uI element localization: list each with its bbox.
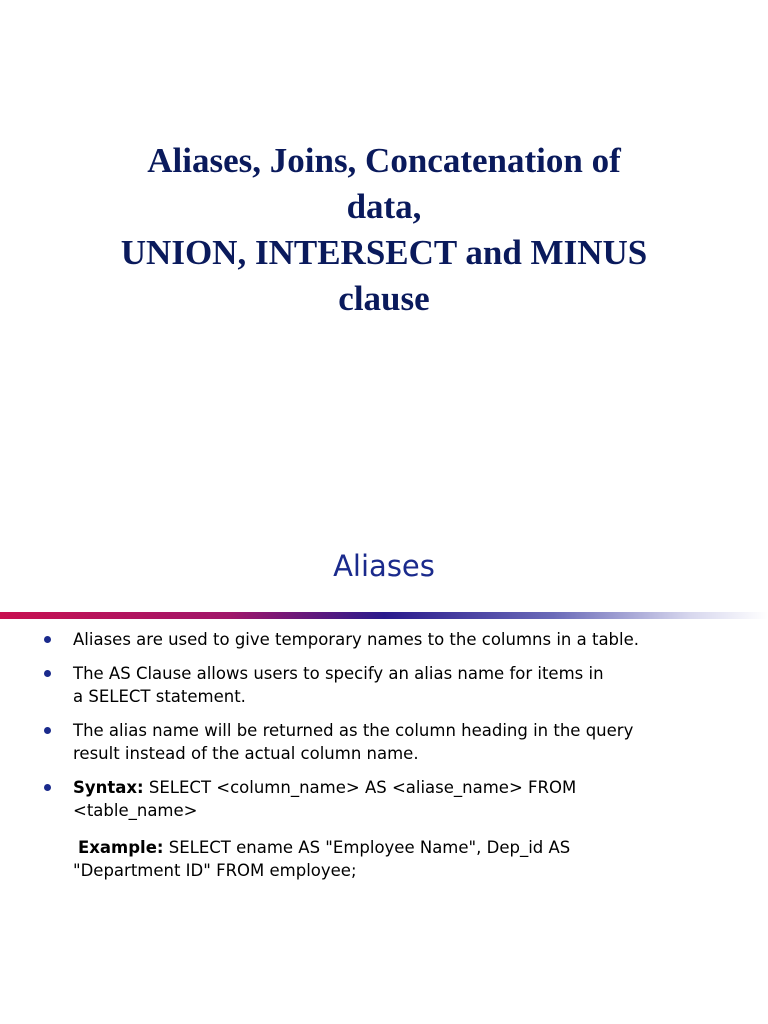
section-heading: Aliases	[333, 549, 435, 583]
bullet-item-syntax	[40, 776, 740, 822]
syntax-text-continuation: <table_name>	[73, 801, 198, 820]
syntax-label: Syntax:	[73, 778, 144, 797]
title-line-4: clause	[338, 279, 430, 318]
bullet-text-continuation: result instead of the actual column name.	[73, 744, 419, 763]
example-label: Example:	[78, 838, 164, 857]
title-line-2: data,	[346, 187, 422, 226]
example-text: SELECT ename AS "Employee Name", Dep_id AS	[163, 838, 571, 857]
slide-title	[60, 138, 708, 322]
bullet-text: The AS Clause allows users to specify an alias name for items in	[73, 664, 604, 683]
bullet-text-continuation: a SELECT statement.	[73, 687, 246, 706]
bullet-item	[40, 628, 740, 651]
gradient-divider	[0, 612, 768, 619]
bullet-dot-icon	[44, 670, 51, 677]
title-line-1: Aliases, Joins, Concatenation of	[147, 141, 621, 180]
title-line-3: UNION, INTERSECT and MINUS	[120, 233, 648, 272]
bullet-text: The alias name will be returned as the column heading in the query	[73, 721, 634, 740]
bullet-dot-icon	[44, 784, 51, 791]
syntax-text: SELECT <column_name> AS <aliase_name> FROM	[143, 778, 577, 797]
example-block	[73, 836, 733, 882]
example-text-continuation: "Department ID" FROM employee;	[73, 861, 357, 880]
bullet-item	[40, 662, 740, 708]
bullet-item	[40, 719, 740, 765]
bullet-dot-icon	[44, 636, 51, 643]
bullet-dot-icon	[44, 727, 51, 734]
bullet-text: Aliases are used to give temporary names to the columns in a table.	[73, 630, 640, 649]
bullet-list	[40, 628, 740, 833]
